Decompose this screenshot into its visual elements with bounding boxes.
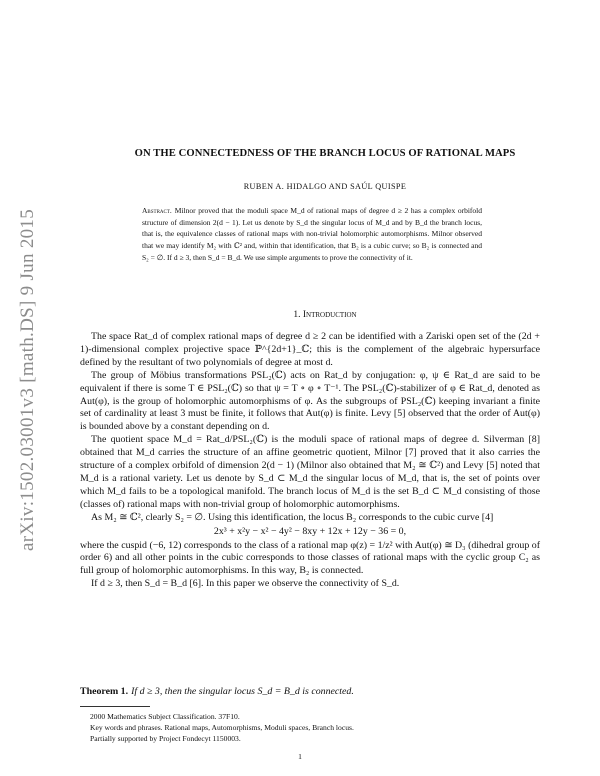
- theorem-text: If d ≥ 3, then the singular locus S_d = B_d is connected.: [131, 686, 354, 697]
- footnote-funding: Partially supported by Project Fondecyt 1150003.: [90, 734, 241, 743]
- page-number: 1: [298, 752, 302, 761]
- arxiv-sidebar: [8, 180, 48, 580]
- arxiv-id: arXiv:1502.03001v3 [math.DS] 9 Jun 2015: [17, 208, 38, 552]
- footnote-msc: 2000 Mathematics Subject Classification. 37F10.: [90, 712, 240, 721]
- paragraph: As M₂ ≅ ℂ², clearly S₂ = ∅. Using this identification, the locus B₂ corresponds to the cubic curve [4]: [91, 511, 494, 523]
- abstract: [142, 205, 482, 264]
- paragraph: The space Rat_d of complex rational maps of degree d ≥ 2 can be identified with a Zariski open set of the (2d + 1)-dimensional complex projective space ℙ^{2d+1}_ℂ; this is the complement of the algebraic hypersurface defined by the resultant of two polynomials of degree at most d.: [80, 331, 540, 368]
- paragraph: The quotient space M_d = Rat_d/PSL₂(ℂ) is the moduli space of rational maps of degree d. Silverman [8] obtained that M_d carries the structure of an affine geometric quotient, Milnor [7] proved that it also carries the structure of a complex orbifold of dimension 2(d − 1) (Milnor also obtained that M₂ ≅ ℂ²) and Levy [5] noted that M_d is a rational variety. Let us denote by S_d ⊂ M_d the singular locus of M_d, that is, the set of points over which M_d fails to be a topological manifold. The branch locus of M_d is the set B_d ⊂ M_d consisting of those (classes of) rational maps with non-trivial group of holomorphic automorphisms.: [80, 434, 540, 510]
- theorem: [80, 686, 540, 697]
- cubic-equation: 2x³ + x²y − x² − 4y² − 8xy + 12x + 12y − 36 = 0,: [213, 525, 407, 537]
- paragraph: If d ≥ 3, then S_d = B_d [6]. In this paper we observe the connectivity of S_d.: [91, 578, 400, 590]
- body-text: [80, 331, 540, 591]
- theorem-label: Theorem 1.: [80, 686, 129, 697]
- footnote-keywords: Key words and phrases. Rational maps, Automorphisms, Moduli spaces, Branch locus.: [90, 723, 354, 732]
- footnote-rule: [80, 706, 150, 707]
- paragraph: The group of Möbius transformations PSL₂(ℂ) acts on Rat_d by conjugation: φ, ψ ∈ Rat_d are said to be equivalent if there is some T ∈ PSL₂(ℂ) so that ψ = T ∘ φ ∘ T⁻¹. The PSL₂(ℂ)-stabilizer of φ ∈ Rat_d, denoted as Aut(φ), is the group of holomorphic automorphisms of φ. As the subgroups of PSL₂(ℂ) keeping invariant a finite set of cardinality at least 3 must be finite, it follows that Aut(φ) is finite. Levy [5] observed that the order of Aut(φ) is bounded above by a constant depending on d.: [80, 369, 540, 433]
- paragraph: where the cuspid (−6, 12) corresponds to the class of a rational map φ(z) = 1/z² with Aut(φ) ≅ D₃ (dihedral group of order 6) and all other points in the cubic corresponds to those classes of rational maps with the cyclic group C₂ as full group of holomorphic automorphisms. In this way, B₂ is connected.: [80, 539, 540, 577]
- paper-authors: RUBEN A. HIDALGO AND SAÚL QUISPE: [243, 182, 407, 191]
- paper-title: ON THE CONNECTEDNESS OF THE BRANCH LOCUS OF RATIONAL MAPS: [134, 148, 516, 159]
- abstract-text: Milnor proved that the moduli space M_d of rational maps of degree d ≥ 2 has a complex orbifold structure of dimension 2(d − 1). Let us denote by S_d the singular locus of M_d and by B_d the branch locus, that is, the equivalence classes of rational maps with non-trivial holomorphic automorphisms. Milnor observed that we may identify M₂ with ℂ² and, within that identification, that B₂ is a cubic curve; so B₂ is connected and S₂ = ∅. If d ≥ 3, then S_d = B_d. We use simple arguments to prove the connectivity of it.: [142, 206, 482, 262]
- section-heading: 1. Introduction: [293, 310, 357, 320]
- footnotes: [80, 711, 540, 744]
- abstract-label: Abstract.: [142, 206, 172, 215]
